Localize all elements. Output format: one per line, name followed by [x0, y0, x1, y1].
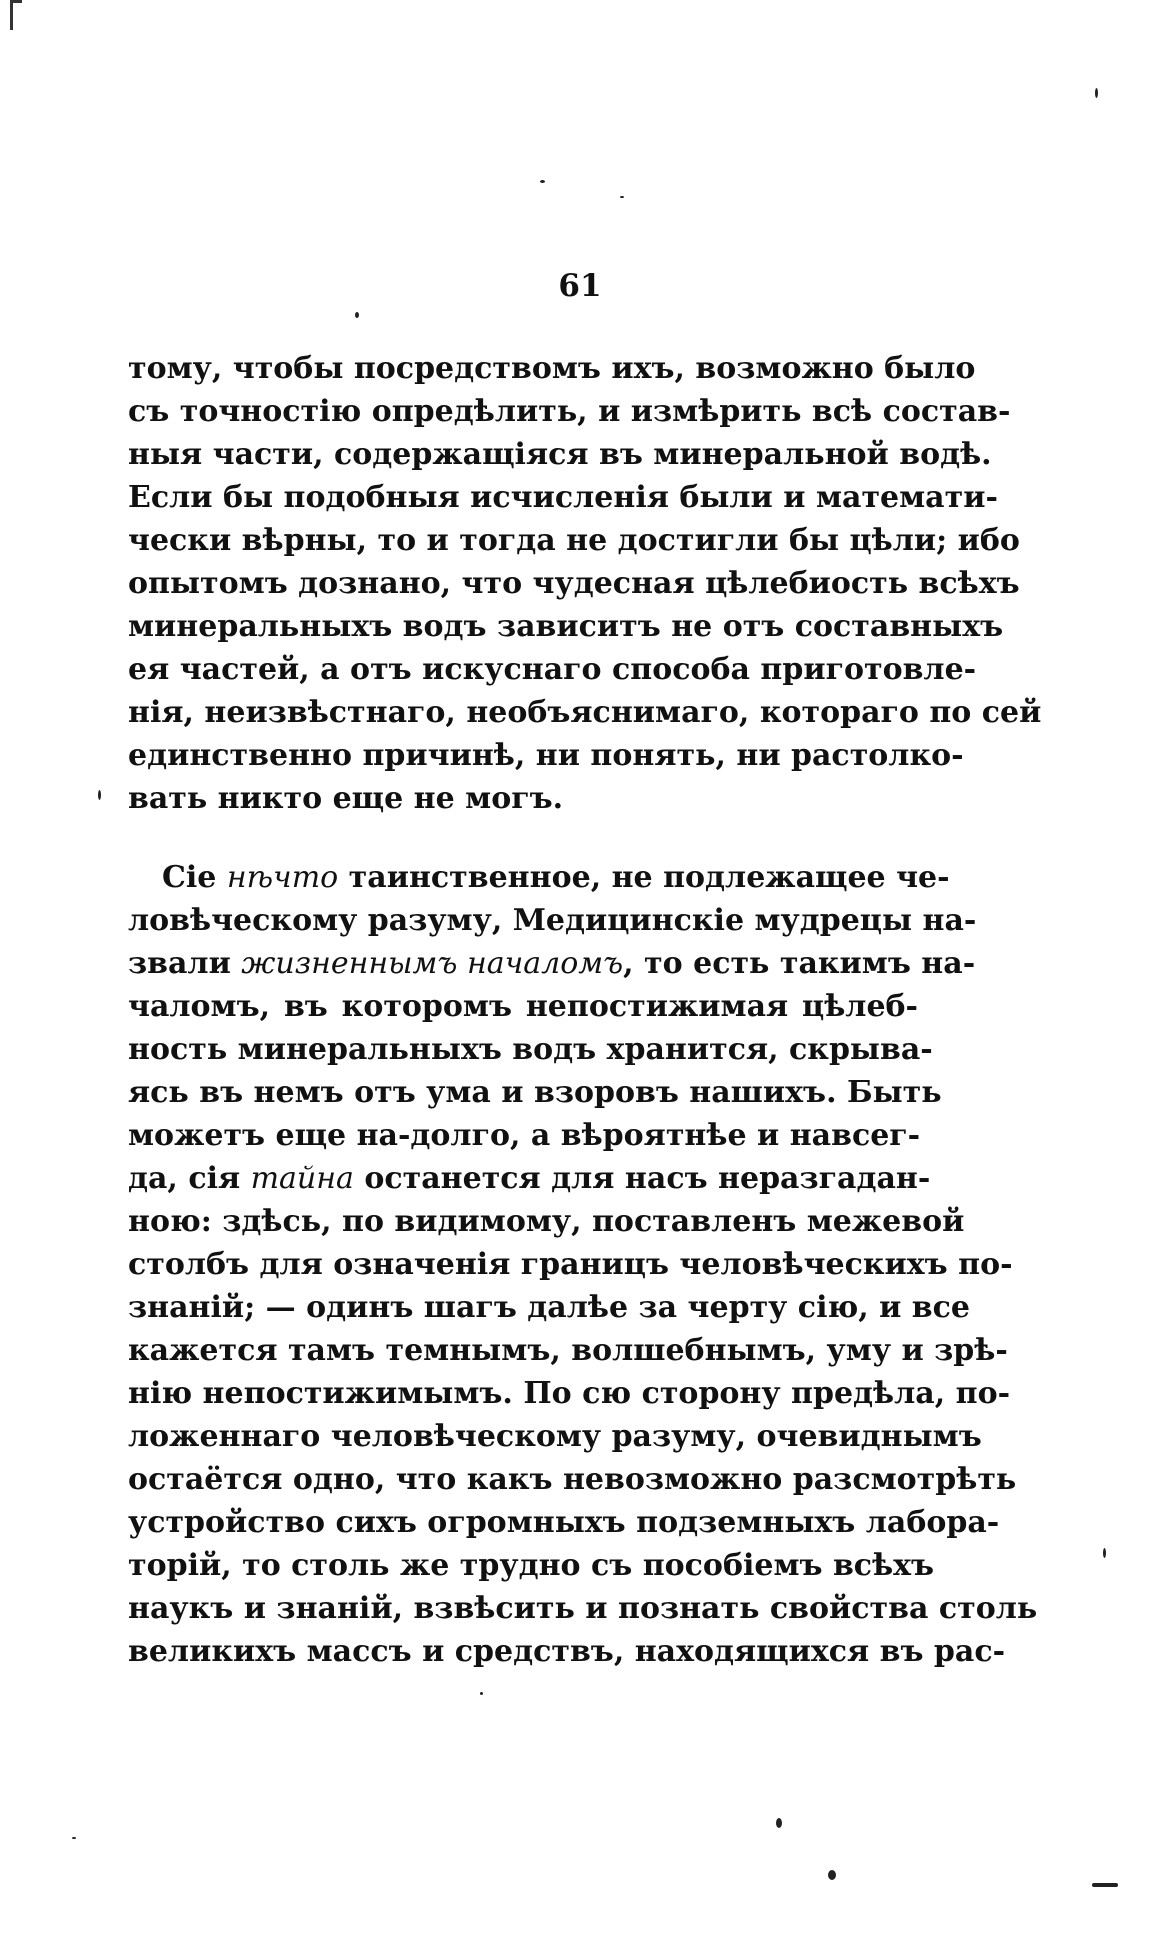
italic-term: жизненнымъ началомъ [241, 946, 624, 981]
scan-speck [540, 180, 545, 183]
text-run: звали [128, 946, 242, 981]
scan-speck [828, 1870, 836, 1880]
text-line: ною: здѣсь, по видимому, поставленъ межевой [128, 1204, 965, 1239]
scan-corner-mark [10, 0, 13, 30]
text-line: вать никто еще не могъ. [128, 781, 564, 816]
text-line: нію непостижимымъ. По сю сторону предѣла, по- [128, 1376, 1011, 1411]
page-number: 61 [558, 268, 602, 304]
text-run: останется для насъ неразгадан- [353, 1161, 931, 1196]
text-line: ложеннаго человѣческому разуму, очевиднымъ [128, 1419, 982, 1454]
scan-speck [1095, 88, 1098, 98]
scan-speck [1092, 1883, 1118, 1887]
text-run: да, сія [128, 1161, 251, 1196]
text-line [128, 856, 950, 899]
text-line: наукъ и знаній, взвѣсить и познать свойства столь [128, 1591, 1038, 1626]
text-line: чаломъ, въ которомъ непостижимая цѣлеб- [128, 989, 918, 1024]
text-run: , то есть такимъ на- [623, 946, 976, 981]
text-line: можетъ еще на-долго, а вѣроятнѣе и навсег- [128, 1118, 921, 1153]
text-line: ея частей, а отъ искуснаго способа приготовле- [128, 652, 977, 687]
scan-speck [355, 312, 359, 318]
text-line: ясь въ немъ отъ ума и взоровъ нашихъ. Быть [128, 1075, 942, 1110]
text-line: кажется тамъ темнымъ, волшебнымъ, уму и зрѣ- [128, 1333, 1008, 1368]
text-line: чески вѣрны, то и тогда не достигли бы цѣли; ибо [128, 523, 1020, 558]
text-line: нія, неизвѣстнаго, необъяснимаго, котораго по сей [128, 695, 1042, 730]
text-line: минеральныхъ водъ зависитъ не отъ составныхъ [128, 609, 1004, 644]
text-line: единственно причинѣ, ни понять, ни растолко- [128, 738, 964, 773]
text-line: тому, чтобы посредствомъ ихъ, возможно было [128, 351, 976, 386]
text-run: Сіе [162, 860, 227, 895]
text-line: знаній; — одинъ шагъ далѣе за черту сію, и все [128, 1290, 971, 1325]
paragraph-1 [128, 347, 1042, 820]
text-line [128, 942, 976, 985]
scan-speck [98, 790, 101, 800]
text-line: ность минеральныхъ водъ хранится, скрыва- [128, 1032, 933, 1067]
text-line: великихъ массъ и средствъ, находящихся въ рас- [128, 1634, 1006, 1669]
text-line: торій, то столь же трудно съ пособіемъ всѣхъ [128, 1548, 935, 1583]
scan-speck [776, 1818, 782, 1828]
text-line: остаётся одно, что какъ невозможно разсмотрѣть [128, 1462, 1017, 1497]
text-line [128, 1157, 931, 1200]
text-line: Если бы подобныя исчисленія были и математи- [128, 480, 998, 515]
scan-corner-mark-top [10, 0, 22, 3]
text-run: таинственное, не подлежащее че- [338, 860, 950, 895]
italic-term: тайна [250, 1161, 354, 1196]
scan-speck [620, 196, 624, 198]
text-line: столбъ для означенія границъ человѣческихъ по- [128, 1247, 1013, 1282]
text-line: съ точностію опредѣлить, и измѣрить всѣ состав- [128, 394, 1011, 429]
italic-term: нѣчто [226, 860, 339, 895]
paragraph-2 [128, 856, 1038, 1673]
text-line: ловѣческому разуму, Медицинскіе мудрецы на- [128, 903, 977, 938]
text-line: устройство сихъ огромныхъ подземныхъ лабора- [128, 1505, 1000, 1540]
scan-speck [72, 1837, 76, 1839]
text-line: ныя части, содержащіяся въ минеральной водѣ. [128, 437, 992, 472]
scan-speck [1103, 1548, 1106, 1558]
text-line: опытомъ дознано, что чудесная цѣлебиость всѣхъ [128, 566, 1020, 601]
scan-speck [480, 1692, 483, 1695]
